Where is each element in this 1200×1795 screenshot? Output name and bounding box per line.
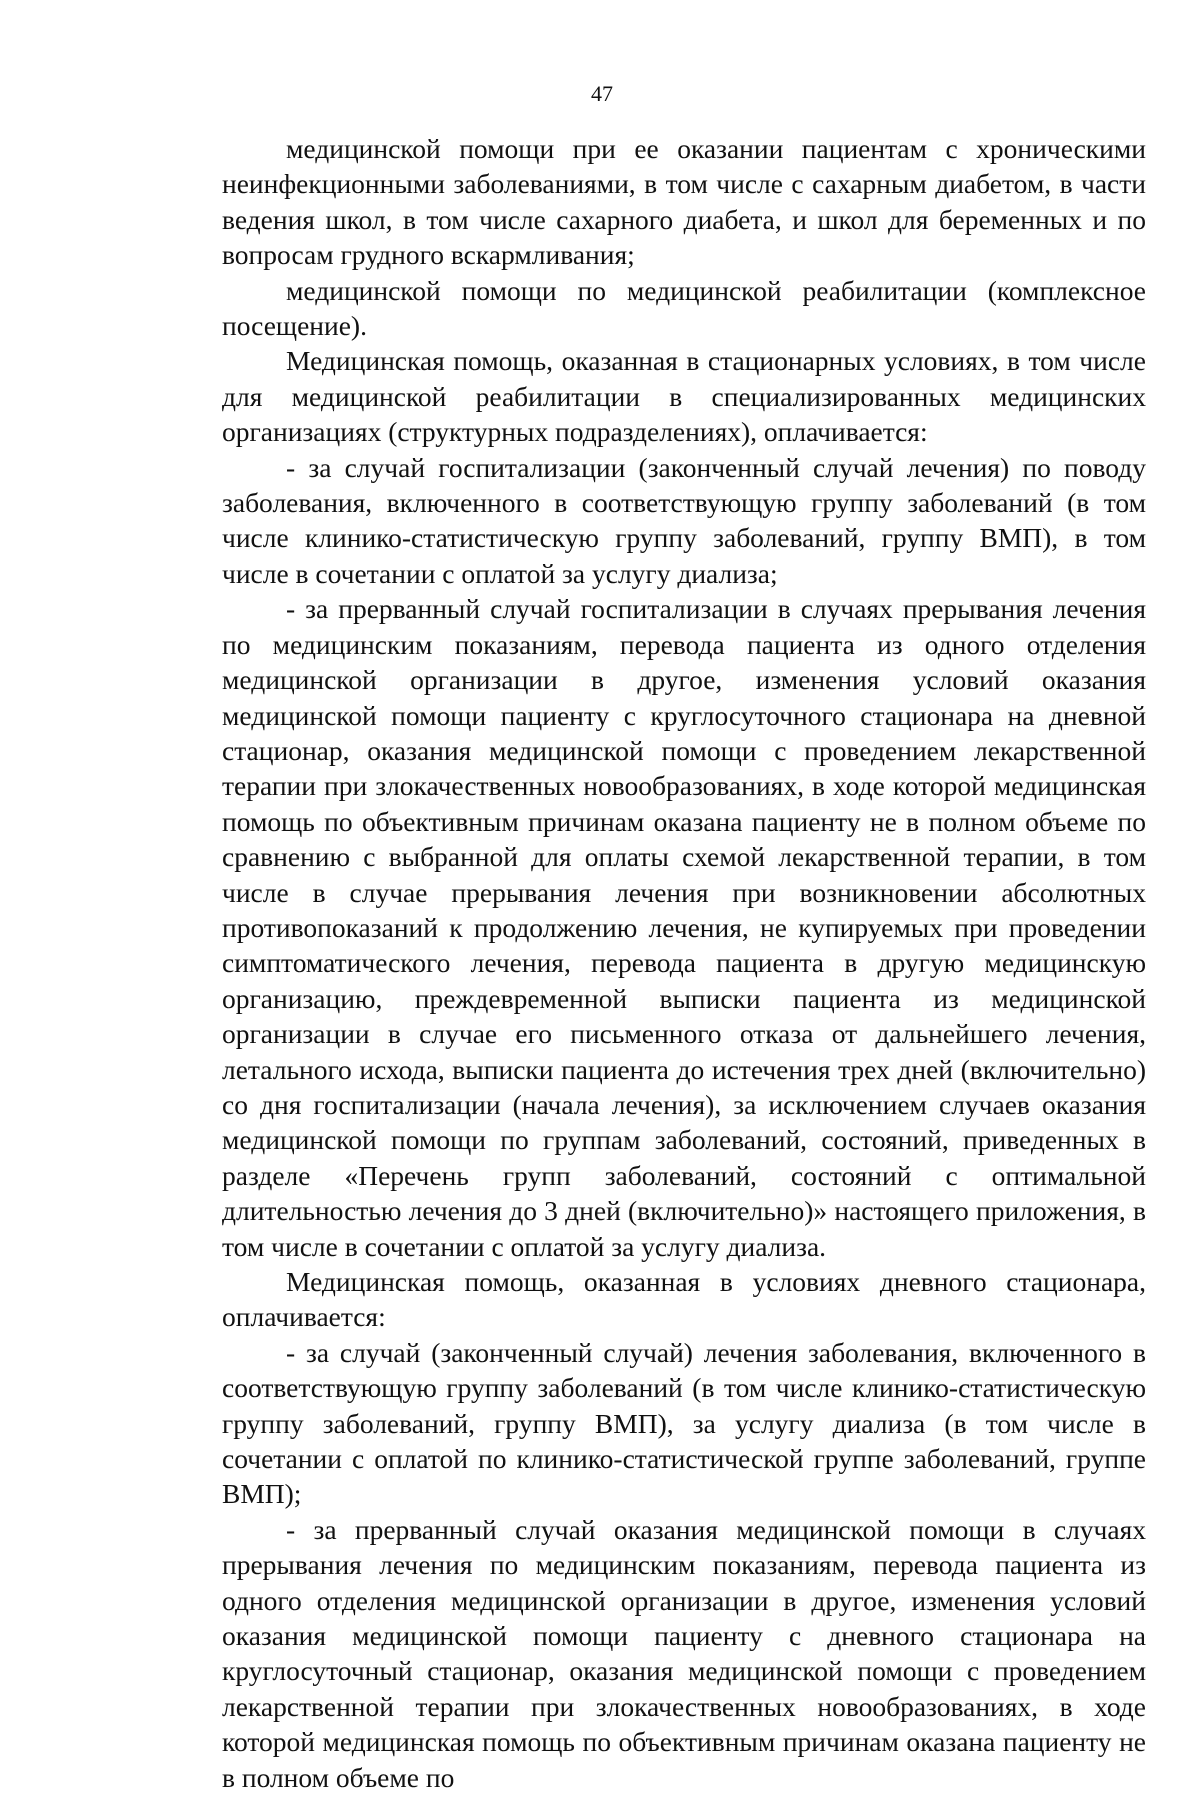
paragraph: Медицинская помощь, оказанная в стационарных условиях, в том числе для медицинской реабилитации в специализированных медицинских организациях (структурных подразделениях), оплачивается: — [222, 345, 1146, 448]
paragraph: - за случай госпитализации (законченный случай лечения) по поводу заболевания, включенного в соответствующую группу заболеваний (в том числе клинико-статистическую группу заболеваний, группу ВМП), в том числе в сочетании с оплатой за услугу диализа; — [222, 451, 1146, 589]
paragraph: - за прерванный случай оказания медицинской помощи в случаях прерывания лечения по медицинским показаниям, перевода пациента из одного отделения медицинской организации в другое, изменения условий оказания медицинской помощи пациенту с дневного стационара на круглосуточный стационар, оказания медицинской помощи с проведением лекарственной терапии при злокачественных новообразованиях, в ходе которой медицинская помощь по объективным причинам оказана пациенту не в полном объеме по — [222, 1513, 1146, 1793]
paragraph: медицинской помощи по медицинской реабилитации (комплексное посещение). — [222, 274, 1146, 342]
paragraph: - за случай (законченный случай) лечения заболевания, включенного в соответствующую группу заболеваний (в том числе клинико-статистическую группу заболеваний, группу ВМП), за услугу диализа (в том числе в сочетании с оплатой по клинико-статистической группе заболеваний, группе ВМП); — [222, 1336, 1146, 1510]
paragraph: медицинской помощи при ее оказании пациентам с хроническими неинфекционными заболеваниями, в том числе с сахарным диабетом, в части ведения школ, в том числе сахарного диабета, и школ для беременных и по вопросам грудного вскармливания; — [222, 133, 1146, 271]
document-body — [222, 131, 1146, 1795]
page-number: 47 — [591, 81, 613, 106]
paragraph: - за прерванный случай госпитализации в случаях прерывания лечения по медицинским показаниям, перевода пациента из одного отделения медицинской организации в другое, изменения условий оказания медицинской помощи пациенту с круглосуточного стационара на дневной стационар, оказания медицинской помощи с проведением лекарственной терапии при злокачественных новообразованиях, в ходе которой медицинская помощь по объективным причинам оказана пациенту не в полном объеме по сравнению с выбранной для оплаты схемой лекарственной терапии, в том числе в случае прерывания лечения при возникновении абсолютных противопоказаний к продолжению лечения, не купируемых при проведении симптоматического лечения, перевода пациента в другую медицинскую организацию, преждевременной выписки пациента из медицинской организации в случае его письменного отказа от дальнейшего лечения, летального исхода, выписки пациента до истечения трех дней (включительно) со дня госпитализации (начала лечения), за исключением случаев оказания медицинской помощи по группам заболеваний, состояний, приведенных в разделе «Перечень групп заболеваний, состояний с оптимальной длительностью лечения до 3 дней (включительно)» настоящего приложения, в том числе в сочетании с оплатой за услугу диализа. — [222, 593, 1146, 1262]
paragraph: Медицинская помощь, оказанная в условиях дневного стационара, оплачивается: — [222, 1266, 1146, 1333]
